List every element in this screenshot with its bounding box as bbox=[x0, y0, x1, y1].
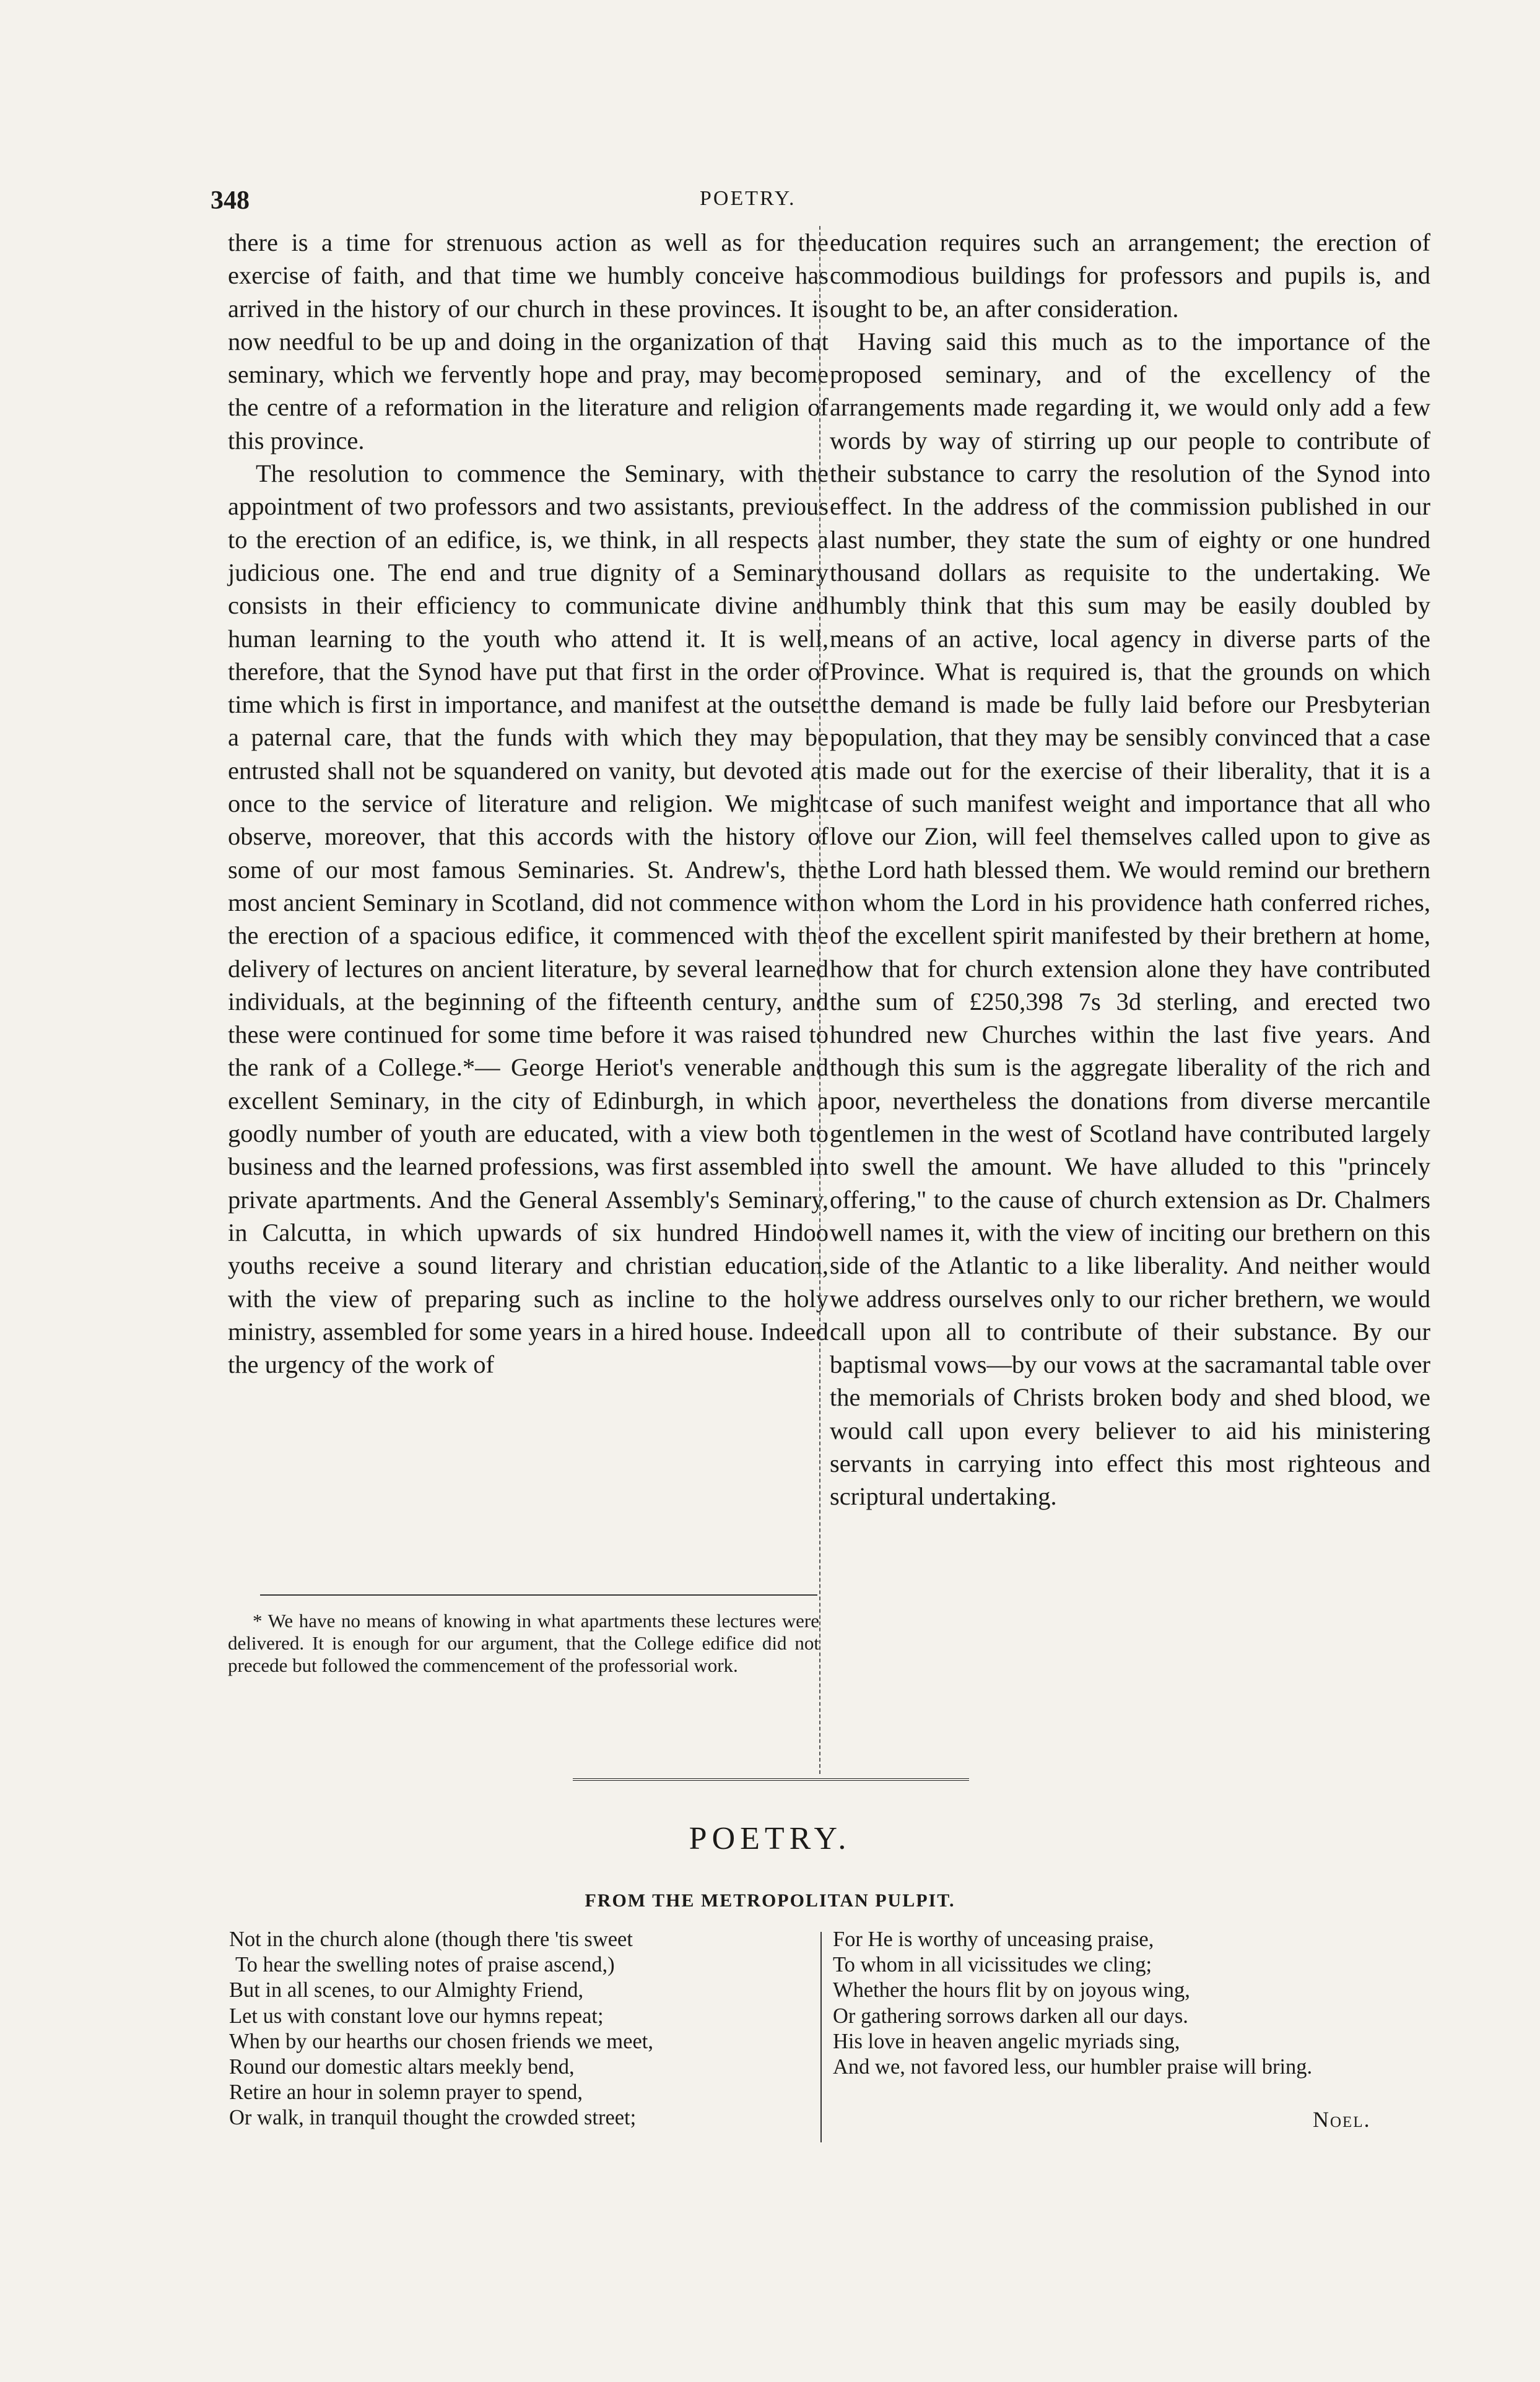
poem-line: Retire an hour in solemn prayer to spend, bbox=[229, 2080, 583, 2105]
column-divider bbox=[819, 226, 820, 1774]
paragraph: The resolution to commence the Seminary, with the appointment of two professors and two assistants, previous to the erection of an edifice, is, we think, in all respects a judicious one. The end and true dignity of a Seminary consists in their efficiency to communicate divine and human learning to the youth who attend it. It is well, therefore, that the Synod have put that first in the order of time which is first in importance, and manifest at the outset a paternal care, that the funds with which they may be entrusted shall not be squandered on vanity, but devoted at once to the service of literature and religion. We might observe, moreover, that this accords with the history of some of our most famous Seminaries. St. Andrew's, the most ancient Seminary in Scotland, did not commence with the erection of a spacious edifice, it commenced with the delivery of lectures on ancient literature, by several learned individuals, at the beginning of the fifteenth century, and these were continued for some time before it was raised to the rank of a College.*— George Heriot's venerable and excellent Seminary, in the city of Edinburgh, in which a goodly number of youth are educated, with a view both to business and the learned professions, was first assembled in private apartments. And the General Assembly's Seminary, in Calcutta, in which upwards of six hundred Hindoo youths receive a sound literary and christian education, with the view of preparing such as incline to the holy ministry, assembled for some years in a hired house. Indeed the urgency of the work of bbox=[228, 459, 829, 1379]
paragraph: education requires such an arrangement; the erection of commodious buildings for professors and pupils is, and ought to be, an after consideration. bbox=[830, 228, 1430, 323]
poem-divider bbox=[820, 1932, 822, 2142]
running-head: POETRY. bbox=[700, 187, 796, 210]
page-number: 348 bbox=[211, 186, 250, 215]
section-title: POETRY. bbox=[689, 1821, 851, 1856]
section-divider bbox=[573, 1778, 969, 1781]
article-left-column bbox=[228, 226, 829, 1381]
poem-line: Let us with constant love our hymns repeat; bbox=[229, 2004, 604, 2028]
poem-line: Whether the hours flit by on joyous wing, bbox=[833, 1978, 1190, 2002]
poem-line: To whom in all vicissitudes we cling; bbox=[833, 1953, 1152, 1977]
poem-line: Not in the church alone (though there 'tis sweet bbox=[229, 1928, 633, 1951]
poem-line: When by our hearths our chosen friends we meet, bbox=[229, 2029, 653, 2053]
poem-line: To hear the swelling notes of praise ascend,) bbox=[235, 1953, 615, 1977]
paragraph: Having said this much as to the importance of the proposed seminary, and of the excellency of the arrangements made regarding it, we would only add a few words by way of stirring up our people to contribute of their substance to carry the resolution of the Synod into effect. In the address of the commission published in our last number, they state the sum of eighty or one hundred thousand dollars as requisite to the undertaking. We humbly think that this sum may be easily doubled by means of an active, local agency in diverse parts of the Province. What is required is, that the grounds on which the demand is made be fully laid before our Presbyterian population, that they may be sensibly convinced that a case is made out for the exercise of their liberality, that it is a case of such manifest weight and importance that all who love our Zion, will feel themselves called upon to give as the Lord hath blessed them. We would remind our brethern on whom the Lord in his providence hath conferred riches, of the excellent spirit manifested by their brethern at home, how that for church extension alone they have contributed the sum of £250,398 7s 3d sterling, and erected two hundred new Churches within the last five years. And though this sum is the aggregate liberality of the rich and poor, nevertheless the donations from diverse mercantile gentlemen in the west of Scotland have contributed largely to swell the amount. We have alluded to this "princely offering," to the cause of church extension as Dr. Chalmers well names it, with the view of inciting our brethern on this side of the Atlantic to a like liberality. And neither would we address ourselves only to our richer brethern, we would call upon all to contribute of their substance. By our baptismal vows—by our vows at the sacramantal table over the memorials of Christs broken body and shed blood, we would call upon every believer to aid his ministering servants in carrying into effect this most righteous and scriptural undertaking. bbox=[830, 327, 1430, 1511]
poem-line: His love in heaven angelic myriads sing, bbox=[833, 2029, 1180, 2053]
paragraph: there is a time for strenuous action as well as for the exercise of faith, and that time we humbly conceive has arrived in the history of our church in these provinces. It is now needful to be up and doing in the organization of that seminary, which we fervently hope and pray, may become the centre of a reformation in the literature and religion of this province. bbox=[228, 228, 829, 454]
poem-author: Noel. bbox=[1313, 2107, 1371, 2132]
poem-line: Or gathering sorrows darken all our days. bbox=[833, 2004, 1188, 2028]
poem-line: Or walk, in tranquil thought the crowded street; bbox=[229, 2106, 637, 2130]
poem-stanza-right bbox=[833, 1927, 1312, 2080]
footnote-text: * We have no means of knowing in what apartments these lectures were delivered. It is enough for our argument, that the College edifice did not precede but followed the commencement of the professorial work. bbox=[228, 1610, 819, 1676]
article-right-column bbox=[830, 226, 1430, 1513]
poem-line: For He is worthy of unceasing praise, bbox=[833, 1928, 1154, 1951]
poem-line: And we, not favored less, our humbler praise will bring. bbox=[833, 2055, 1313, 2079]
poem-source: FROM THE METROPOLITAN PULPIT. bbox=[585, 1890, 955, 1911]
poem-stanza-left bbox=[229, 1927, 653, 2131]
poem-line: But in all scenes, to our Almighty Friend, bbox=[229, 1978, 584, 2002]
footnote bbox=[228, 1610, 819, 1677]
poem-line: Round our domestic altars meekly bend, bbox=[229, 2055, 575, 2079]
footnote-divider bbox=[260, 1594, 817, 1596]
